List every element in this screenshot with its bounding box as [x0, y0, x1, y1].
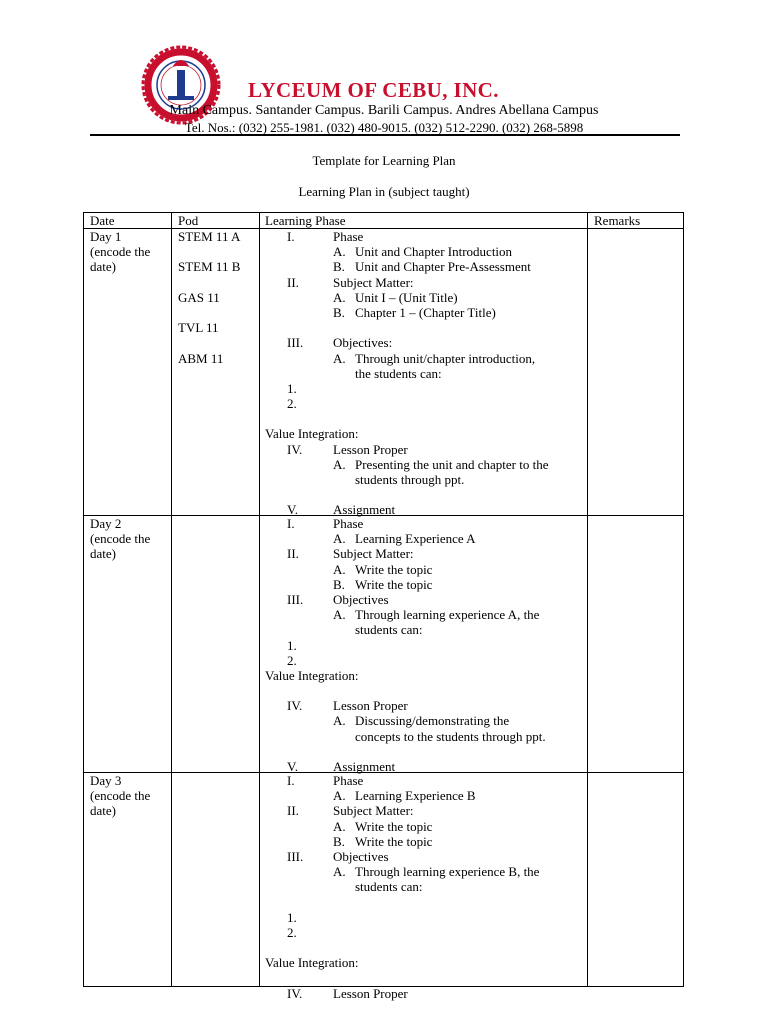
roman-numeral: II. [287, 803, 299, 819]
phase-heading: Phase [333, 516, 364, 531]
list-item: Write the topic [355, 818, 433, 834]
list-item: Learning Experience A [355, 531, 476, 547]
phase-heading: Phase [333, 773, 364, 788]
date-line: date) [90, 803, 116, 819]
date-line: Day 3 [90, 773, 122, 788]
roman-numeral: III. [287, 848, 304, 864]
list-item: Write the topic [355, 833, 433, 849]
date-line: Day 2 [90, 516, 122, 531]
telephone-numbers: Tel. Nos.: (032) 255-1981. (032) 480-9015. (032) 512-2290. (032) 268-5898 [184, 120, 584, 135]
value-integration-label: Value Integration: [265, 667, 359, 683]
table-row-day-2 [84, 516, 683, 773]
list-item: Through learning experience B, the [355, 864, 540, 880]
learning-phase-cell [265, 229, 595, 518]
list-letter: A. [333, 531, 346, 547]
pod-item: STEM 11 A [178, 229, 241, 244]
phase-heading: Subject Matter: [333, 803, 414, 819]
roman-numeral: I. [287, 516, 295, 531]
roman-numeral: I. [287, 773, 295, 788]
list-item-continued: students through ppt. [355, 472, 465, 487]
list-item-continued: concepts to the students through ppt. [355, 728, 546, 744]
header-learning-phase: Learning Phase [265, 213, 346, 228]
list-letter: A. [333, 244, 346, 260]
document-subtitle: Learning Plan in (subject taught) [298, 184, 470, 199]
roman-numeral: IV. [287, 698, 303, 714]
list-letter: A. [333, 350, 346, 366]
date-line: (encode the [90, 788, 151, 804]
list-item: Unit and Chapter Introduction [355, 244, 513, 260]
list-item: Unit and Chapter Pre-Assessment [355, 259, 531, 275]
roman-numeral: III. [287, 591, 304, 607]
header-pod: Pod [178, 213, 199, 228]
date-line: (encode the [90, 531, 151, 547]
date-cell [90, 516, 170, 562]
document-title: Template for Learning Plan [312, 153, 456, 168]
numbered-item: 1. [287, 637, 297, 653]
list-item: Presenting the unit and chapter to the [355, 456, 549, 472]
learning-plan-table [83, 212, 684, 1001]
phase-heading: Objectives [333, 591, 389, 607]
table-row-day-3 [84, 773, 683, 1001]
organization-name: LYCEUM OF CEBU, INC. [248, 78, 499, 102]
table-row-day-1 [84, 229, 683, 516]
list-letter: A. [333, 607, 346, 623]
list-item-continued: students can: [355, 622, 423, 638]
phase-heading: Lesson Proper [333, 441, 408, 457]
roman-numeral: V. [287, 502, 298, 518]
phase-heading: Assignment [333, 502, 396, 518]
list-item: Discussing/demonstrating the [355, 713, 510, 729]
header-date: Date [90, 213, 115, 228]
date-line: date) [90, 259, 116, 275]
phase-heading: Objectives: [333, 335, 393, 351]
numbered-item: 1. [287, 909, 297, 925]
date-line: Day 1 [90, 229, 122, 244]
date-line: date) [90, 546, 116, 562]
list-letter: A. [333, 561, 346, 577]
list-item: Unit I – (Unit Title) [355, 289, 458, 305]
pod-item: STEM 11 B [178, 259, 241, 275]
list-letter: B. [333, 304, 345, 320]
list-item-continued: the students can: [355, 365, 442, 381]
numbered-item: 1. [287, 380, 297, 396]
date-cell [90, 773, 170, 819]
roman-numeral: II. [287, 546, 299, 562]
learning-phase-cell [265, 773, 595, 1001]
numbered-item: 2. [287, 924, 297, 940]
list-item: Through learning experience A, the [355, 607, 540, 623]
roman-numeral: I. [287, 229, 295, 244]
phase-heading: Subject Matter: [333, 274, 414, 290]
roman-numeral: III. [287, 335, 304, 351]
list-letter: B. [333, 833, 345, 849]
phase-heading: Objectives [333, 848, 389, 864]
list-letter: A. [333, 864, 346, 880]
header-remarks: Remarks [594, 213, 641, 228]
list-letter: A. [333, 788, 346, 804]
value-integration-label: Value Integration: [265, 426, 359, 442]
list-letter: A. [333, 289, 346, 305]
pod-item: GAS 11 [178, 289, 220, 305]
value-integration-label: Value Integration: [265, 955, 359, 971]
learning-phase-cell [265, 516, 595, 774]
phase-heading: Assignment [333, 759, 396, 774]
roman-numeral: IV. [287, 441, 303, 457]
roman-numeral: V. [287, 759, 298, 774]
pod-item: TVL 11 [178, 320, 219, 336]
list-letter: A. [333, 818, 346, 834]
phase-heading: Lesson Proper [333, 985, 408, 1001]
phase-heading: Lesson Proper [333, 698, 408, 714]
list-item: Learning Experience B [355, 788, 476, 804]
numbered-item: 2. [287, 396, 297, 412]
phase-heading: Subject Matter: [333, 546, 414, 562]
list-item: Chapter 1 – (Chapter Title) [355, 304, 496, 320]
phase-heading: Phase [333, 229, 364, 244]
list-letter: B. [333, 259, 345, 275]
list-letter: A. [333, 456, 346, 472]
list-item-continued: students can: [355, 879, 423, 895]
numbered-item: 2. [287, 652, 297, 668]
pod-cell [178, 229, 258, 381]
pod-item: ABM 11 [178, 350, 224, 366]
date-cell [90, 229, 170, 275]
list-letter: B. [333, 576, 345, 592]
table-header-row [84, 213, 683, 229]
date-line: (encode the [90, 244, 151, 260]
roman-numeral: II. [287, 274, 299, 290]
roman-numeral: IV. [287, 985, 303, 1001]
header-divider [90, 134, 680, 136]
list-letter: A. [333, 713, 346, 729]
list-item: Through unit/chapter introduction, [355, 350, 536, 366]
list-item: Write the topic [355, 576, 433, 592]
campus-list: Main Campus. Santander Campus. Barili Campus. Andres Abellana Campus [169, 103, 599, 118]
list-item: Write the topic [355, 561, 433, 577]
